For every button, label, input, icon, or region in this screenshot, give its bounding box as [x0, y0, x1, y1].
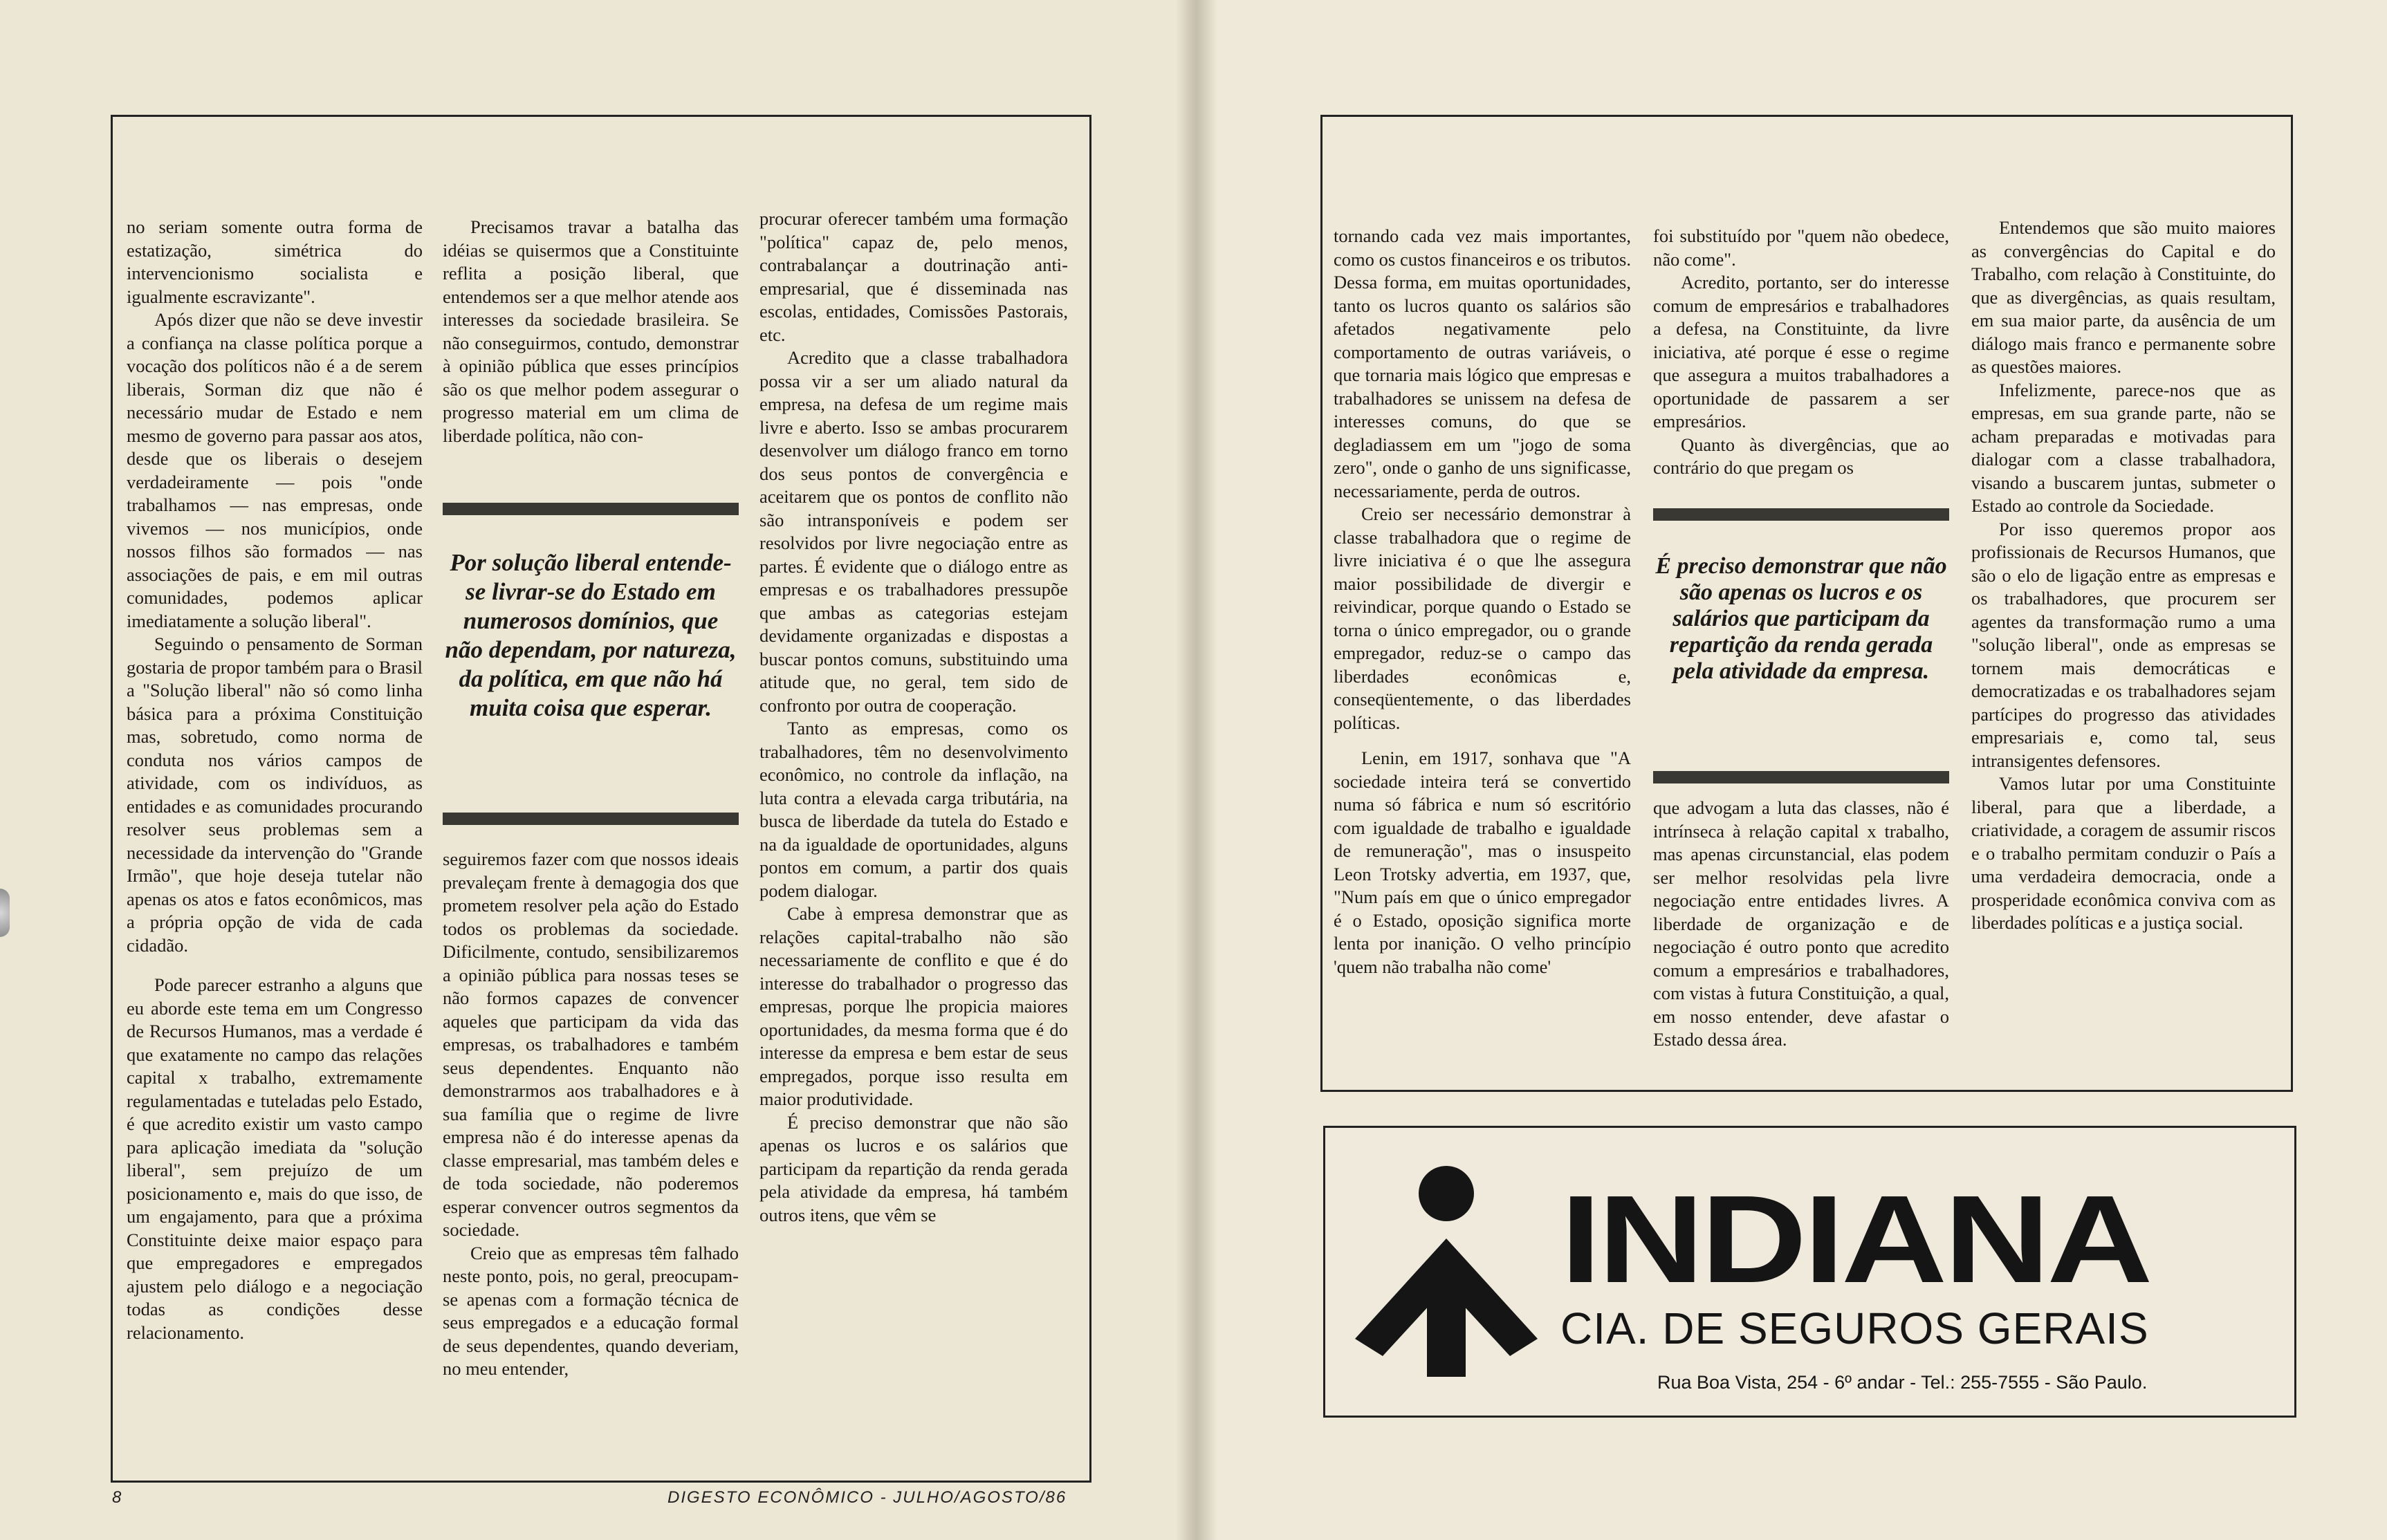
- pullquote-bottom-rule: [1653, 771, 1949, 783]
- paragraph: tornando cada vez mais importantes, como os custos financeiros e os tributos. Dessa forma, em muitas oportunidades, tanto os lucros quanto os salários são afetados negativamente pelo comportamento de outras variáveis, o que tornaria mais lógico que empresas e trabalhadores se unissem na defesa de interesses comuns, do que se degladiassem em um "jogo de soma zero", onde o ganho de uns significasse, necessariamente, perda de outros.: [1334, 225, 1631, 501]
- right-column-1: [1334, 225, 1631, 1082]
- paragraph: Infelizmente, parece-nos que as empresas, em sua grande parte, não se acham preparadas e motivadas para dialogar com a classe trabalhadora, visando a buscarem juntas, submeter o Estado ao controle da Sociedade.: [1971, 379, 2276, 516]
- ad-brand: INDIANA: [1560, 1170, 2150, 1309]
- left-column-3: [759, 207, 1068, 1459]
- indiana-advertisement: [1323, 1126, 2296, 1418]
- left-page: [0, 0, 1193, 1540]
- ad-company: CIA. DE SEGUROS GERAIS: [1560, 1304, 2149, 1353]
- right-column-2-top: [1653, 225, 1949, 501]
- pullquote-top-rule: [443, 503, 739, 515]
- right-page: [1193, 0, 2387, 1540]
- paragraph: procurar oferecer também uma formação "política" capaz de, pelo menos, contrabalançar a doutrinação anti-empresarial, que é disseminada nas escolas, entidades, Comissões Pastorais, etc.: [759, 208, 1068, 345]
- left-column-2-top: [443, 216, 739, 492]
- paragraph: que advogam a luta das classes, não é intrínseca à relação capital x trabalho, mas apenas circunstancial, elas podem ser melhor resolvidas pela livre negociação entre entidades livres. A liberdade de organização e de negociação é outro ponto que acredito comum a empresários e trabalhadores, com vistas à futura Constituição, a qual, em nosso entender, deve afastar o Estado dessa área.: [1653, 797, 1949, 1050]
- paragraph: Acredito que a classe trabalhadora possa vir a ser um aliado natural da empresa, na defesa de um regime mais livre e aberto. Isso se ambas procurarem desenvolver um diálogo franco em torno dos seus pontos de convergência e aceitarem que os pontos de conflito não são intransponíveis e podem ser resolvidos por livre negociação entre as partes. É evidente que o diálogo entre as empresas e os trabalhadores pressupõe que ambas as categorias estejam devidamente organizadas e dispostas a buscar pontos comuns, substituindo uma atitude que, no geral, tem sido de confronto por outra de cooperação.: [759, 347, 1068, 716]
- paragraph: no seriam somente outra forma de estatização, simétrica do intervencionismo socialista e igualmente escravizante".: [127, 216, 423, 307]
- paragraph: Creio ser necessário demonstrar à classe trabalhadora que o regime de livre iniciativa é o que lhe assegura maior possibilidade de divergir e reivindicar, porque quando o Estado se torna o único empregador, ou o grande empregador, reduz-se o campo das liberdades econômicas e, conseqüentemente, o das liberdades políticas.: [1334, 503, 1631, 733]
- right-column-2-bottom: [1653, 797, 1949, 1087]
- paragraph: Acredito, portanto, ser do interesse comum de empresários e trabalhadores a defesa, na Constituinte, da livre iniciativa, até porque é esse o regime que assegura a muitos trabalhadores a oportunidade de passarem a ser empresários.: [1653, 272, 1949, 432]
- paragraph: Tanto as empresas, como os trabalhadores, têm no desenvolvimento econômico, no controle da inflação, na luta contra a elevada carga tributária, na busca de liberdade da tutela do Estado e na da igualdade de oportunidades, alguns pontos em comum, a partir dos quais podem dialogar.: [759, 718, 1068, 901]
- pullquote-top-rule: [1653, 508, 1949, 521]
- paragraph: Seguindo o pensamento de Sorman gostaria de propor também para o Brasil a "Solução liberal" não só como linha básica para a próxima Constituição mas, sobretudo, como norma de conduta nos vários campos de atividade, com os indivíduos, as entidades e as comunidades procurando resolver seus problemas sem a necessidade da intervenção do "Grande Irmão", que hoje deseja tutelar não apenas os atos e fatos econômicos, mas a própria opção de vida de cada cidadão.: [127, 633, 423, 956]
- indiana-logo-icon: [1343, 1156, 1550, 1384]
- page-number: 8: [112, 1488, 123, 1507]
- paragraph: Creio que as empresas têm falhado neste ponto, pois, no geral, preocupam-se apenas com a formação técnica de seus empregados e a educação formal de seus dependentes, quando deveriam, no meu entender,: [443, 1242, 739, 1379]
- paragraph: Cabe à empresa demonstrar que as relações capital-trabalho não são necessariamente de conflito e que é do interesse do trabalhador o progresso das empresas, porque lhe propicia maiores oportunidades, da mesma forma que é do interesse da empresa e bem estar de seus empregados, porque isso resulta em maior produtividade.: [759, 903, 1068, 1109]
- paragraph: Por isso queremos propor aos profissionais de Recursos Humanos, que são o elo de ligação entre as empresas e os trabalhadores, que procurem ser agentes da transformação rumo a uma "solução liberal", onde as empresas se tornem mais democráticas e democratizadas e os trabalhadores sejam partícipes do progresso das atividades empresariais e, como tal, seus intransigentes defensores.: [1971, 518, 2276, 771]
- paragraph: Lenin, em 1917, sonhava que "A sociedade inteira terá se convertido numa só fábrica e num só escritório com igualdade de trabalho e igualdade de remuneração", mas o insuspeito Leon Trotsky advertia, em 1937, que, "Num país em que o único empregador é o Estado, oposição significa morte lenta por inanição. O velho princípio 'quem não trabalha não come': [1334, 748, 1631, 977]
- paragraph: É preciso demonstrar que não são apenas os lucros e os salários que participam da repartição da renda gerada pela atividade da empresa, há também outros itens, que vêm se: [759, 1111, 1068, 1225]
- left-column-2-bottom: [443, 848, 739, 1456]
- pullquote-right: É preciso demonstrar que não são apenas os lucros e os salários que participam da repartição da renda gerada pela atividade da empresa.: [1655, 553, 1947, 684]
- right-column-3: [1971, 216, 2276, 1082]
- ad-address: Rua Boa Vista, 254 - 6º andar - Tel.: 255-7555 - São Paulo.: [1657, 1372, 2148, 1393]
- paragraph: Após dizer que não se deve investir a confiança na classe política porque a vocação dos políticos não é a de serem liberais, Sorman diz que não é necessário mudar de Estado e nem mesmo de governo para passar aos atos, desde que os liberais o desejem verdadeiramente — pois "onde trabalhamos — nas empresas, onde vivemos — nos municípios, onde nossos filhos são formados — nas associações de pais, e em mil outras comunidades, podemos aplicar imediatamente a solução liberal".: [127, 309, 423, 631]
- paragraph: Pode parecer estranho a alguns que eu aborde este tema em um Congresso de Recursos Humanos, mas a verdade é que exatamente no campo das relações capital x trabalho, extremamente regulamentadas e tuteladas pelo Estado, é que acredito existir um vasto campo para aplicação imediata da "solução liberal", sem prejuízo de um posicionamento e, mais do que isso, de um engajamento, para que a próxima Constituinte deixe maior espaço para que empregadores e empregados ajustem pelo diálogo e a negociação todas as condições desse relacionamento.: [127, 974, 423, 1343]
- paragraph: Entendemos que são muito maiores as convergências do Capital e do Trabalho, com relação à Constituinte, do que as divergências, as quais resultam, em sua maior parte, da ausência de um diálogo mais franco e permanente sobre as questões maiores.: [1971, 217, 2276, 377]
- left-column-1: [127, 216, 423, 1460]
- running-footer: DIGESTO ECONÔMICO - JULHO/AGOSTO/86: [667, 1488, 1067, 1507]
- pullquote-bottom-rule: [443, 813, 739, 825]
- paragraph: Quanto às divergências, que ao contrário do que pregam os: [1653, 434, 1949, 478]
- binding-clip: [0, 889, 10, 937]
- paragraph: Vamos lutar por uma Constituinte liberal, para que a liberdade, a criatividade, a coragem de assumir riscos e o trabalho permitam conduzir o País a uma verdadeira democracia, onde a prosperidade econômica conviva com as liberdades políticas e a justiça social.: [1971, 773, 2276, 933]
- page-gutter: [1176, 0, 1217, 1540]
- pullquote-left: Por solução liberal entende-se livrar-se do Estado em numerosos domínios, que não dependam, por natureza, da política, em que não há muita coisa que esperar.: [445, 549, 737, 721]
- paragraph: foi substituído por "quem não obedece, não come".: [1653, 225, 1949, 270]
- paragraph: Precisamos travar a batalha das idéias se quisermos que a Constituinte reflita a posição liberal, que entendemos ser a que melhor atende aos interesses da sociedade brasileira. Se não conseguirmos, contudo, demonstrar à opinião pública que esses princípios são os que melhor podem assegurar o progresso material em um clima de liberdade política, não con-: [443, 216, 739, 446]
- paragraph: seguiremos fazer com que nossos ideais prevaleçam frente à demagogia dos que prometem resolver pela ação do Estado todos os problemas da sociedade. Dificilmente, contudo, sensibilizaremos a opinião pública para nossas teses se não formos capazes de convencer aqueles que participam da vida das empresas, os trabalhadores e também seus dependentes. Enquanto não demonstrarmos aos trabalhadores e à sua família que o regime de livre empresa não é do interesse apenas da classe empresarial, mas também deles e de toda sociedade, não poderemos esperar convencer outros segmentos da sociedade.: [443, 848, 739, 1240]
